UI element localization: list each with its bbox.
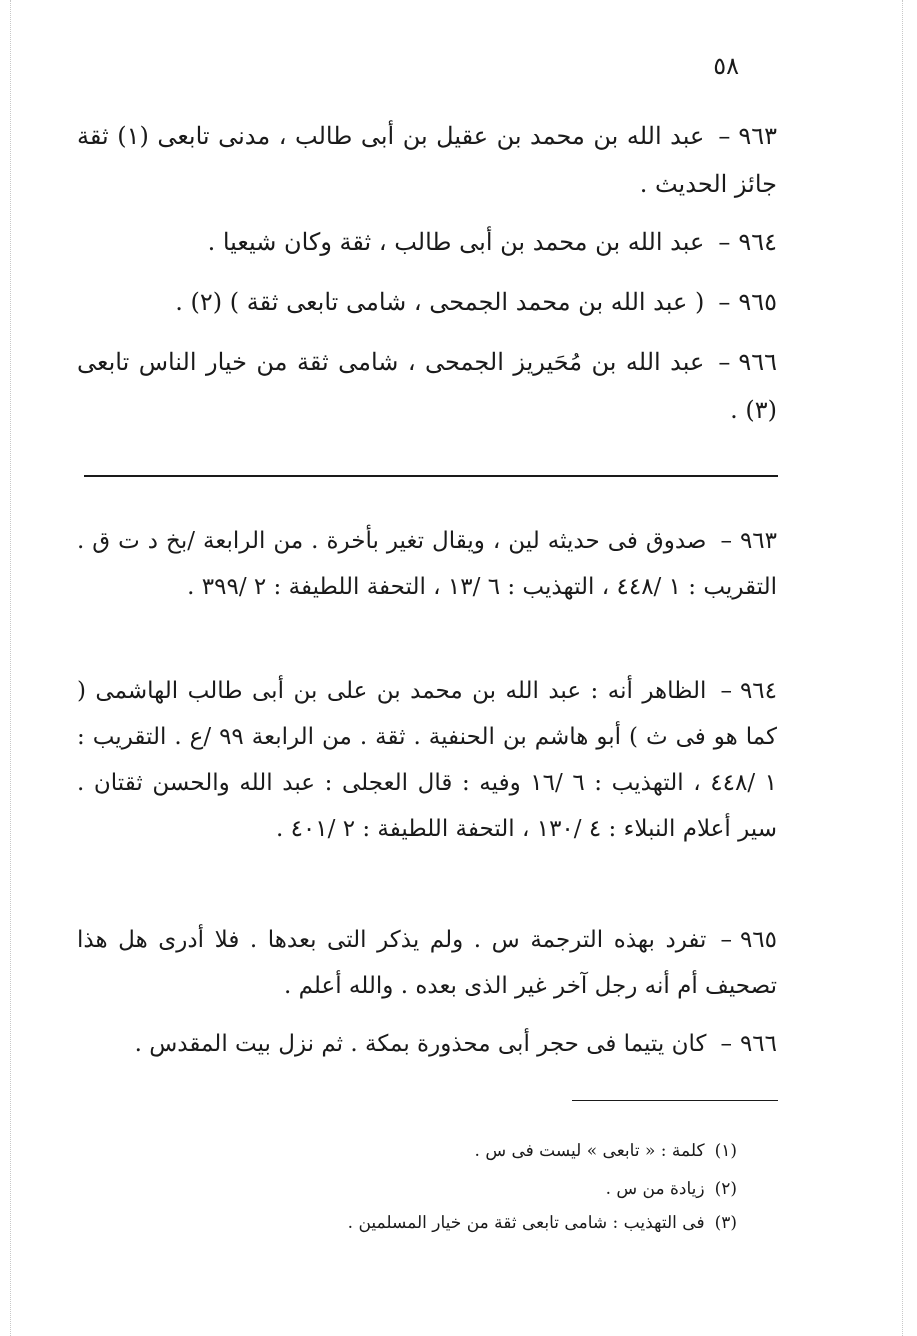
entry-text: صدوق فى حديثه لين ، ويقال تغير بأخرة . من الرابعة /بخ د ت ق . التقريب : ١ /٤٤٨ ، التهذيب : ٦ /١٣ ، التحفة اللطيفة : ٢ /٣٩٩ . [77,528,777,600]
main-entry-964 [77,218,777,266]
entry-number: ٩٦٣ [738,122,777,150]
main-entry-963 [77,112,777,208]
note-entry-965 [77,917,777,1009]
entry-text: عبد الله بن مُحَيريز الجمحى ، شامى ثقة من خيار الناس تابعى (٣) . [77,348,777,424]
note-entry-964 [77,668,777,852]
entry-text: عبد الله بن محمد بن عقيل بن أبى طالب ، مدنى تابعى (١) ثقة جائز الحديث . [77,122,777,198]
main-entry-965 [77,278,777,326]
section-divider [84,475,778,477]
entry-dash: – [720,678,732,704]
page-number: ٥٨ [713,52,739,80]
footnote-text: زيادة من س . [605,1179,705,1199]
entry-text: كان يتيما فى حجر أبى محذورة بمكة . ثم نزل بيت المقدس . [134,1031,707,1057]
entry-dash: – [718,288,731,316]
entry-number: ٩٦٣ [739,528,777,554]
footnote-1 [217,1136,737,1166]
entry-number: ٩٦٦ [739,1031,777,1057]
scan-artifact [902,0,903,1336]
entry-dash: – [720,1031,732,1057]
footnote-mark: (٢) [714,1179,737,1199]
note-entry-963 [77,518,777,610]
entry-dash: – [720,927,732,953]
footnote-text: فى التهذيب : شامى تابعى ثقة من خيار المسلمين . [347,1213,705,1233]
entry-text: ( عبد الله بن محمد الجمحى ، شامى تابعى ثقة ) (٢) . [175,288,705,316]
entry-number: ٩٦٥ [739,927,777,953]
note-entry-966 [77,1021,777,1067]
entry-dash: – [720,528,732,554]
main-entry-966 [77,338,777,434]
entry-dash: – [718,122,731,150]
footnote-mark: (٣) [714,1213,737,1233]
footnote-divider [572,1100,778,1101]
entry-dash: – [718,228,731,256]
entry-text: الظاهر أنه : عبد الله بن محمد بن على بن أبى طالب الهاشمى ( كما هو فى ث ) أبو هاشم بن الحنفية . ثقة . من الرابعة ٩٩ /ع . التقريب : ١ /٤٤٨ ، التهذيب : ٦ /١٦ وفيه : قال العجلى : عبد الله والحسن ثقتان . سير أعلام النبلاء : ٤ /١٣٠ ، التحفة اللطيفة : ٢ /٤٠١ . [77,678,778,842]
footnote-mark: (١) [714,1141,737,1161]
entry-number: ٩٦٥ [738,288,777,316]
entry-text: عبد الله بن محمد بن أبى طالب ، ثقة وكان شيعيا . [207,228,705,256]
footnote-text: كلمة : « تابعى » ليست فى س . [474,1141,705,1161]
entry-dash: – [718,348,731,376]
scan-artifact [10,0,11,1336]
footnote-2 [217,1174,737,1204]
entry-number: ٩٦٤ [738,228,777,256]
footnote-3 [217,1208,737,1238]
entry-number: ٩٦٦ [738,348,777,376]
entry-number: ٩٦٤ [739,678,777,704]
entry-text: تفرد بهذه الترجمة س . ولم يذكر التى بعدها . فلا أدرى هل هذا تصحيف أم أنه رجل آخر غير الذى بعده . والله أعلم . [77,927,777,999]
